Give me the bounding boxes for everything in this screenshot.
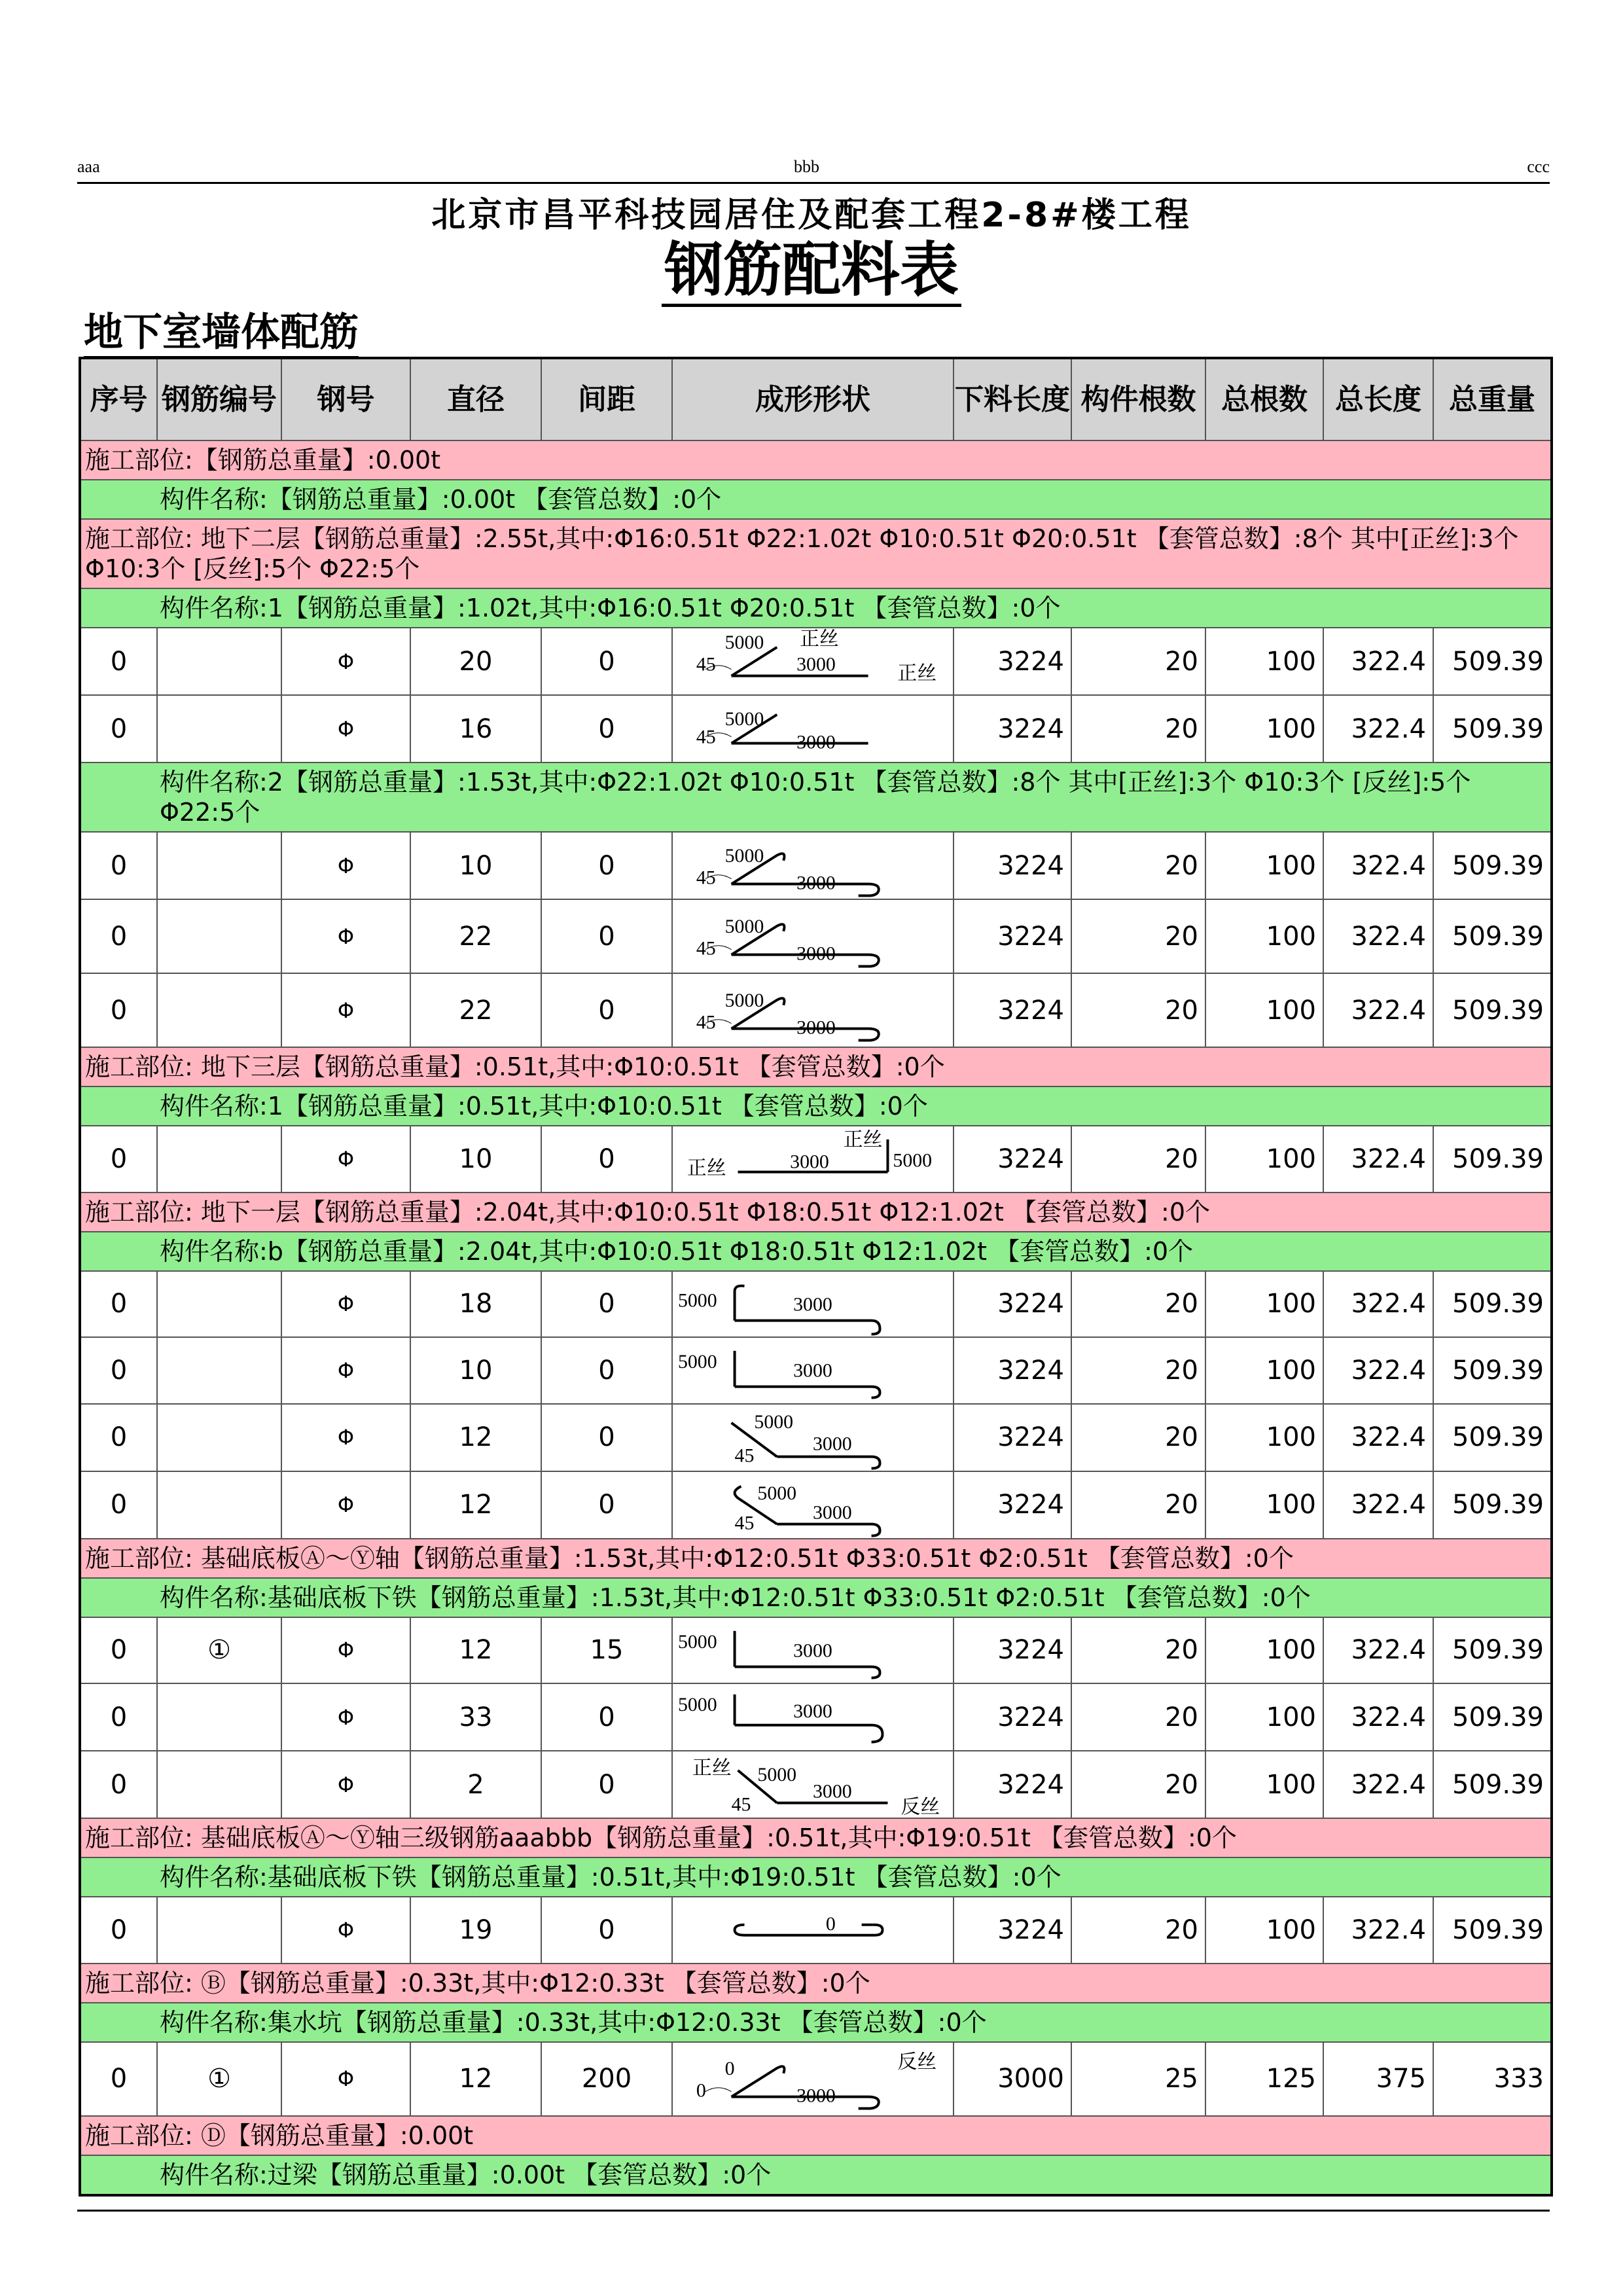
component-row <box>80 2155 1552 2195</box>
shape-label: 5000 <box>754 1411 794 1433</box>
cell-rebar-no <box>157 695 281 762</box>
cell-spacing: 0 <box>541 1471 672 1539</box>
cell-total-weight: 509.39 <box>1433 973 1552 1047</box>
cell-diameter: 22 <box>410 973 541 1047</box>
col-total-length: 总长度 <box>1323 358 1433 440</box>
component-row <box>80 1857 1552 1897</box>
shape-label: 3000 <box>813 1780 852 1803</box>
table-row <box>80 899 1552 973</box>
rebar-shape-diagram <box>673 2046 953 2111</box>
cell-member-count: 20 <box>1071 695 1205 762</box>
component-row <box>80 588 1552 628</box>
cell-total-count: 100 <box>1205 1897 1323 1964</box>
cell-spacing: 0 <box>541 1404 672 1471</box>
cell-spacing: 200 <box>541 2042 672 2116</box>
cell-grade: Φ <box>281 1126 410 1193</box>
site-label: 施工部位: 地下一层【钢筋总重量】:2.04t,其中:Φ10:0.51t Φ18:0.51t Φ12:1.02t 【套管总数】:0个 <box>80 1193 1552 1232</box>
table-row <box>80 695 1552 762</box>
cell-seq: 0 <box>80 1683 157 1751</box>
table-row <box>80 2042 1552 2116</box>
shape-label: 5000 <box>757 1763 797 1785</box>
cell-total-count: 100 <box>1205 695 1323 762</box>
cell-total-length: 322.4 <box>1323 1897 1433 1964</box>
table-row <box>80 1617 1552 1684</box>
cell-grade: Φ <box>281 832 410 899</box>
site-row <box>80 1193 1552 1232</box>
cell-grade: Φ <box>281 1751 410 1818</box>
cell-diameter: 10 <box>410 1337 541 1404</box>
shape-label: 5000 <box>677 1693 717 1715</box>
cell-shape <box>672 628 954 695</box>
cell-total-weight: 509.39 <box>1433 1751 1552 1818</box>
cell-cut-length: 3224 <box>954 1471 1071 1539</box>
component-label: 构件名称:b【钢筋总重量】:2.04t,其中:Φ10:0.51t Φ18:0.51t Φ12:1.02t 【套管总数】:0个 <box>80 1232 1552 1271</box>
component-row <box>80 2003 1552 2042</box>
component-label: 构件名称:1【钢筋总重量】:0.51t,其中:Φ10:0.51t 【套管总数】:0个 <box>80 1086 1552 1126</box>
site-label: 施工部位: 基础底板Ⓐ～Ⓨ轴三级钢筋aaabbb【钢筋总重量】:0.51t,其中:Φ19:0.51t 【套管总数】:0个 <box>80 1818 1552 1857</box>
cell-seq: 0 <box>80 1404 157 1471</box>
cell-diameter: 22 <box>410 899 541 973</box>
cell-diameter: 19 <box>410 1897 541 1964</box>
shape-label: 45 <box>696 653 716 675</box>
doc-title-wrap <box>0 237 1623 307</box>
rebar-shape-diagram <box>673 904 953 969</box>
cell-member-count: 20 <box>1071 832 1205 899</box>
col-cut-length: 下料长度 <box>954 358 1071 440</box>
component-row <box>80 1086 1552 1126</box>
site-label: 施工部位: 基础底板Ⓐ～Ⓨ轴【钢筋总重量】:1.53t,其中:Φ12:0.51t Φ33:0.51t Φ2:0.51t 【套管总数】:0个 <box>80 1539 1552 1578</box>
cell-member-count: 20 <box>1071 1471 1205 1539</box>
cell-shape <box>672 1271 954 1338</box>
cell-cut-length: 3224 <box>954 899 1071 973</box>
cell-spacing: 15 <box>541 1617 672 1684</box>
cell-shape <box>672 1471 954 1539</box>
col-seq: 序号 <box>80 358 157 440</box>
cell-grade: Φ <box>281 899 410 973</box>
shape-label: 0 <box>724 2058 735 2080</box>
cell-total-length: 375 <box>1323 2042 1433 2116</box>
cell-rebar-no <box>157 973 281 1047</box>
cell-diameter: 33 <box>410 1683 541 1751</box>
cell-total-weight: 509.39 <box>1433 832 1552 899</box>
shape-label: 5000 <box>724 915 764 937</box>
shape-label: 3000 <box>796 872 836 894</box>
cell-total-count: 100 <box>1205 628 1323 695</box>
cell-cut-length: 3224 <box>954 1617 1071 1684</box>
table-row <box>80 1337 1552 1404</box>
cell-cut-length: 3224 <box>954 1404 1071 1471</box>
cell-member-count: 20 <box>1071 1683 1205 1751</box>
col-total-count: 总根数 <box>1205 358 1323 440</box>
cell-total-count: 125 <box>1205 2042 1323 2116</box>
site-label: 施工部位: 地下二层【钢筋总重量】:2.55t,其中:Φ16:0.51t Φ22:1.02t Φ10:0.51t Φ20:0.51t 【套管总数】:8个 其中[正丝]:3个 Φ10:3个 [反丝]:5个 Φ22:5个 <box>80 519 1552 588</box>
shape-label: 45 <box>696 726 716 748</box>
site-row <box>80 440 1552 480</box>
cell-grade: Φ <box>281 1271 410 1338</box>
cell-total-count: 100 <box>1205 1683 1323 1751</box>
cell-total-count: 100 <box>1205 1617 1323 1684</box>
cell-grade: Φ <box>281 1897 410 1964</box>
cell-shape <box>672 899 954 973</box>
cell-shape <box>672 2042 954 2116</box>
col-rebar-no: 钢筋编号 <box>157 358 281 440</box>
cell-grade: Φ <box>281 2042 410 2116</box>
cell-seq: 0 <box>80 832 157 899</box>
cell-seq: 0 <box>80 899 157 973</box>
shape-label: 5000 <box>757 1482 797 1505</box>
cell-total-weight: 509.39 <box>1433 1471 1552 1539</box>
shape-label: 5000 <box>724 631 764 653</box>
cell-grade: Φ <box>281 1617 410 1684</box>
cell-total-length: 322.4 <box>1323 1617 1433 1684</box>
col-member-count: 构件根数 <box>1071 358 1205 440</box>
header-row <box>80 358 1552 440</box>
shape-label: 45 <box>696 937 716 960</box>
cell-shape <box>672 1404 954 1471</box>
site-row <box>80 1047 1552 1086</box>
header-center: bbb <box>794 157 819 176</box>
cell-total-length: 322.4 <box>1323 628 1433 695</box>
cell-cut-length: 3000 <box>954 2042 1071 2116</box>
cell-seq: 0 <box>80 1126 157 1193</box>
cell-spacing: 0 <box>541 1337 672 1404</box>
cell-member-count: 20 <box>1071 1404 1205 1471</box>
shape-label: 3000 <box>813 1433 852 1455</box>
cell-diameter: 10 <box>410 832 541 899</box>
cell-diameter: 16 <box>410 695 541 762</box>
cell-diameter: 12 <box>410 2042 541 2116</box>
cell-spacing: 0 <box>541 1897 672 1964</box>
cell-cut-length: 3224 <box>954 1126 1071 1193</box>
shape-label: 5000 <box>724 989 764 1011</box>
cell-grade: Φ <box>281 628 410 695</box>
table-row <box>80 973 1552 1047</box>
component-row <box>80 762 1552 832</box>
section-title: 地下室墙体配筋 <box>84 309 359 359</box>
rebar-shape-diagram <box>673 1272 953 1337</box>
site-label: 施工部位: Ⓑ【钢筋总重量】:0.33t,其中:Φ12:0.33t 【套管总数】:0个 <box>80 1964 1552 2003</box>
site-row <box>80 519 1552 588</box>
shape-label: 反丝 <box>897 2051 937 2073</box>
rebar-shape-diagram <box>673 1752 953 1818</box>
cell-rebar-no <box>157 1683 281 1751</box>
component-row <box>80 480 1552 519</box>
cell-total-length: 322.4 <box>1323 695 1433 762</box>
cell-member-count: 20 <box>1071 899 1205 973</box>
rebar-shape-diagram <box>673 1618 953 1683</box>
cell-spacing: 0 <box>541 1126 672 1193</box>
component-label: 构件名称:基础底板下铁【钢筋总重量】:0.51t,其中:Φ19:0.51t 【套管总数】:0个 <box>80 1857 1552 1897</box>
table-row <box>80 1126 1552 1193</box>
cell-member-count: 20 <box>1071 1271 1205 1338</box>
shape-label: 5000 <box>677 1350 717 1372</box>
cell-total-count: 100 <box>1205 899 1323 973</box>
shape-label: 5000 <box>893 1149 933 1172</box>
cell-total-weight: 509.39 <box>1433 1617 1552 1684</box>
cell-cut-length: 3224 <box>954 1271 1071 1338</box>
component-label: 构件名称:2【钢筋总重量】:1.53t,其中:Φ22:1.02t Φ10:0.51t 【套管总数】:8个 其中[正丝]:3个 Φ10:3个 [反丝]:5个 Φ22:5个 <box>80 762 1552 832</box>
cell-member-count: 25 <box>1071 2042 1205 2116</box>
cell-seq: 0 <box>80 973 157 1047</box>
cell-grade: Φ <box>281 1337 410 1404</box>
cell-total-weight: 509.39 <box>1433 1897 1552 1964</box>
shape-label: 3000 <box>813 1501 852 1524</box>
cell-total-length: 322.4 <box>1323 973 1433 1047</box>
cell-seq: 0 <box>80 2042 157 2116</box>
component-label: 构件名称:1【钢筋总重量】:1.02t,其中:Φ16:0.51t Φ20:0.51t 【套管总数】:0个 <box>80 588 1552 628</box>
table-row <box>80 628 1552 695</box>
shape-label: 5000 <box>677 1289 717 1312</box>
cell-total-count: 100 <box>1205 1404 1323 1471</box>
rebar-table <box>79 357 1553 2197</box>
cell-seq: 0 <box>80 628 157 695</box>
rebar-shape-diagram <box>673 978 953 1043</box>
cell-spacing: 0 <box>541 973 672 1047</box>
cell-rebar-no: ① <box>157 1617 281 1684</box>
shape-label: 5000 <box>724 708 764 730</box>
cell-rebar-no <box>157 1126 281 1193</box>
cell-total-count: 100 <box>1205 973 1323 1047</box>
shape-label: 0 <box>696 2080 706 2102</box>
cell-rebar-no <box>157 1271 281 1338</box>
shape-label: 45 <box>696 867 716 889</box>
header-right: ccc <box>1527 157 1550 176</box>
component-label: 构件名称:过梁【钢筋总重量】:0.00t 【套管总数】:0个 <box>80 2155 1552 2195</box>
shape-label: 3000 <box>793 1640 832 1662</box>
cell-seq: 0 <box>80 1617 157 1684</box>
site-label: 施工部位: 地下三层【钢筋总重量】:0.51t,其中:Φ10:0.51t 【套管总数】:0个 <box>80 1047 1552 1086</box>
component-label: 构件名称:【钢筋总重量】:0.00t 【套管总数】:0个 <box>80 480 1552 519</box>
shape-label: 正丝 <box>687 1157 726 1179</box>
cell-grade: Φ <box>281 973 410 1047</box>
shape-label: 3000 <box>796 2085 836 2107</box>
site-row <box>80 1964 1552 2003</box>
table-row <box>80 832 1552 899</box>
cell-shape <box>672 1683 954 1751</box>
cell-grade: Φ <box>281 1404 410 1471</box>
table-row <box>80 1404 1552 1471</box>
cell-member-count: 20 <box>1071 1126 1205 1193</box>
table-row <box>80 1751 1552 1818</box>
cell-total-length: 322.4 <box>1323 1404 1433 1471</box>
cell-total-weight: 509.39 <box>1433 1404 1552 1471</box>
shape-label: 45 <box>696 1011 716 1033</box>
cell-cut-length: 3224 <box>954 1751 1071 1818</box>
project-title: 北京市昌平科技园居住及配套工程2-8#楼工程 <box>431 196 1192 235</box>
cell-member-count: 20 <box>1071 628 1205 695</box>
cell-rebar-no <box>157 628 281 695</box>
cell-spacing: 0 <box>541 1751 672 1818</box>
table-row <box>80 1471 1552 1539</box>
cell-total-weight: 509.39 <box>1433 1337 1552 1404</box>
cell-member-count: 20 <box>1071 1897 1205 1964</box>
rebar-shape-diagram <box>673 1472 953 1537</box>
cell-total-count: 100 <box>1205 832 1323 899</box>
shape-label: 5000 <box>724 844 764 867</box>
cell-rebar-no <box>157 1897 281 1964</box>
cell-cut-length: 3224 <box>954 628 1071 695</box>
cell-member-count: 20 <box>1071 1337 1205 1404</box>
cell-total-length: 322.4 <box>1323 1751 1433 1818</box>
footer-rule <box>77 2210 1550 2212</box>
rebar-shape-diagram <box>673 1126 953 1192</box>
shape-label: 3000 <box>796 1016 836 1039</box>
rebar-shape-diagram <box>673 1685 953 1750</box>
site-label: 施工部位: Ⓓ【钢筋总重量】:0.00t <box>80 2116 1552 2155</box>
cell-shape <box>672 1751 954 1818</box>
cell-member-count: 20 <box>1071 1751 1205 1818</box>
shape-label: 3000 <box>796 942 836 965</box>
cell-total-count: 100 <box>1205 1751 1323 1818</box>
cell-total-weight: 509.39 <box>1433 695 1552 762</box>
cell-seq: 0 <box>80 1897 157 1964</box>
shape-label: 正丝 <box>897 662 937 685</box>
cell-diameter: 12 <box>410 1471 541 1539</box>
cell-total-weight: 509.39 <box>1433 1271 1552 1338</box>
table-row <box>80 1897 1552 1964</box>
site-row <box>80 1818 1552 1857</box>
cell-seq: 0 <box>80 1337 157 1404</box>
site-row <box>80 1539 1552 1578</box>
cell-total-length: 322.4 <box>1323 899 1433 973</box>
cell-grade: Φ <box>281 695 410 762</box>
cell-member-count: 20 <box>1071 973 1205 1047</box>
cell-spacing: 0 <box>541 1683 672 1751</box>
cell-rebar-no <box>157 832 281 899</box>
cell-diameter: 20 <box>410 628 541 695</box>
site-row <box>80 2116 1552 2155</box>
shape-label: 45 <box>734 1512 755 1534</box>
cell-grade: Φ <box>281 1683 410 1751</box>
cell-cut-length: 3224 <box>954 1337 1071 1404</box>
cell-spacing: 0 <box>541 628 672 695</box>
shape-label: 反丝 <box>901 1796 940 1818</box>
shape-label: 正丝 <box>800 628 839 650</box>
cell-rebar-no: ① <box>157 2042 281 2116</box>
rebar-shape-diagram <box>673 833 953 899</box>
cell-diameter: 12 <box>410 1617 541 1684</box>
cell-cut-length: 3224 <box>954 1683 1071 1751</box>
cell-total-weight: 509.39 <box>1433 1126 1552 1193</box>
cell-cut-length: 3224 <box>954 1897 1071 1964</box>
cell-total-length: 322.4 <box>1323 1271 1433 1338</box>
cell-spacing: 0 <box>541 695 672 762</box>
shape-label: 3000 <box>793 1700 832 1722</box>
cell-diameter: 12 <box>410 1404 541 1471</box>
component-label: 构件名称:集水坑【钢筋总重量】:0.33t,其中:Φ12:0.33t 【套管总数】:0个 <box>80 2003 1552 2042</box>
table-row <box>80 1271 1552 1338</box>
cell-shape <box>672 1617 954 1684</box>
rebar-shape-diagram <box>673 1338 953 1403</box>
cell-total-length: 322.4 <box>1323 832 1433 899</box>
cell-spacing: 0 <box>541 1271 672 1338</box>
cell-cut-length: 3224 <box>954 832 1071 899</box>
shape-label: 3000 <box>793 1293 832 1316</box>
cell-diameter: 2 <box>410 1751 541 1818</box>
cell-grade: Φ <box>281 1471 410 1539</box>
shape-label: 45 <box>734 1444 755 1467</box>
cell-member-count: 20 <box>1071 1617 1205 1684</box>
cell-shape <box>672 1337 954 1404</box>
cell-total-count: 100 <box>1205 1271 1323 1338</box>
component-label: 构件名称:基础底板下铁【钢筋总重量】:1.53t,其中:Φ12:0.51t Φ33:0.51t Φ2:0.51t 【套管总数】:0个 <box>80 1578 1552 1617</box>
shape-label: 3000 <box>793 1359 832 1382</box>
cell-rebar-no <box>157 1337 281 1404</box>
cell-total-weight: 509.39 <box>1433 1683 1552 1751</box>
cell-rebar-no <box>157 1471 281 1539</box>
cell-total-weight: 509.39 <box>1433 628 1552 695</box>
cell-spacing: 0 <box>541 899 672 973</box>
col-diameter: 直径 <box>410 358 541 440</box>
shape-label: 45 <box>731 1793 751 1816</box>
cell-rebar-no <box>157 1751 281 1818</box>
cell-shape <box>672 1126 954 1193</box>
rebar-shape-diagram <box>673 1897 953 1963</box>
shape-label: 5000 <box>677 1630 717 1653</box>
doc-title: 钢筋配料表 <box>662 238 961 307</box>
table-body <box>80 440 1552 2195</box>
cell-seq: 0 <box>80 695 157 762</box>
site-label: 施工部位:【钢筋总重量】:0.00t <box>80 440 1552 480</box>
shape-label: 正丝 <box>692 1757 732 1779</box>
page-header <box>77 156 1550 184</box>
cell-shape <box>672 1897 954 1964</box>
cell-total-length: 322.4 <box>1323 1337 1433 1404</box>
cell-total-weight: 333 <box>1433 2042 1552 2116</box>
rebar-shape-diagram <box>673 696 953 762</box>
shape-label: 3000 <box>796 731 836 753</box>
cell-seq: 0 <box>80 1271 157 1338</box>
col-shape: 成形形状 <box>672 358 954 440</box>
col-total-weight: 总重量 <box>1433 358 1552 440</box>
component-row <box>80 1578 1552 1617</box>
cell-total-length: 322.4 <box>1323 1683 1433 1751</box>
cell-rebar-no <box>157 1404 281 1471</box>
shape-label: 3000 <box>790 1151 829 1173</box>
cell-spacing: 0 <box>541 832 672 899</box>
shape-label: 0 <box>825 1912 836 1935</box>
cell-shape <box>672 695 954 762</box>
cell-total-weight: 509.39 <box>1433 899 1552 973</box>
cell-cut-length: 3224 <box>954 973 1071 1047</box>
cell-seq: 0 <box>80 1471 157 1539</box>
cell-diameter: 18 <box>410 1271 541 1338</box>
cell-shape <box>672 832 954 899</box>
cell-cut-length: 3224 <box>954 695 1071 762</box>
rebar-shape-diagram <box>673 1405 953 1470</box>
cell-total-length: 322.4 <box>1323 1471 1433 1539</box>
cell-diameter: 10 <box>410 1126 541 1193</box>
cell-total-count: 100 <box>1205 1126 1323 1193</box>
rebar-shape-diagram <box>673 629 953 694</box>
shape-label: 正丝 <box>843 1128 883 1151</box>
col-grade: 钢号 <box>281 358 410 440</box>
cell-total-count: 100 <box>1205 1471 1323 1539</box>
col-spacing: 间距 <box>541 358 672 440</box>
cell-rebar-no <box>157 899 281 973</box>
cell-total-count: 100 <box>1205 1337 1323 1404</box>
table-row <box>80 1683 1552 1751</box>
cell-total-length: 322.4 <box>1323 1126 1433 1193</box>
header-left: aaa <box>77 157 100 176</box>
shape-label: 3000 <box>796 653 836 675</box>
component-row <box>80 1232 1552 1271</box>
cell-seq: 0 <box>80 1751 157 1818</box>
cell-shape <box>672 973 954 1047</box>
